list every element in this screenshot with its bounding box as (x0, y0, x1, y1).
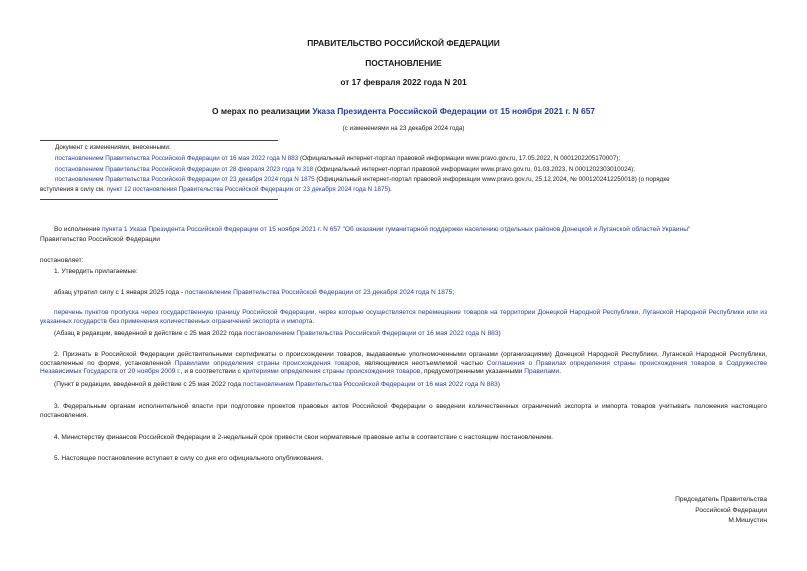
change-link[interactable]: постановлением Правительства Российской Федерации от 23 декабря 2024 года N 1875 (55, 176, 315, 183)
change-link[interactable]: постановлением Правительства Российской Федерации от 16 мая 2022 года N 883 (55, 155, 299, 162)
cis-agreement-link[interactable]: Соглашения о Правилах определения страны происхождения товаров в Содружестве Независимых Государств от 20 ноября 2009 г. (40, 359, 767, 376)
origin-criteria-link[interactable]: критериями определения страны происхождения товаров (242, 368, 421, 376)
change-item: постановлением Правительства Российской Федерации от 16 мая 2022 года N 883 (Официальный интернет-портал правовой информации www.pravo.gov.ru, 17.05.2022, N 0001202205170007); (55, 155, 621, 162)
amendment-link[interactable]: постановлением Правительства Российской Федерации от 16 мая 2022 года N 883 (243, 330, 499, 337)
decree-clause-link[interactable]: пункта 1 Указа Президента Российской Федерации от 15 ноября 2021 г. N 657 "Об оказании гуманитарной поддержки населению отдельных районов Донецкой и Луганской областей Украины" (101, 226, 691, 233)
document-type: ПОСТАНОВЛЕНИЕ (365, 58, 442, 68)
point-5: 5. Настоящее постановление вступает в силу со дня его официального опубликования. (54, 455, 324, 462)
checkpoints-list-link[interactable]: перечень пунктов пропуска через государственную границу Российской Федерации, через которые осуществляется перемещение товаров на территории Донецкой Народной Республики, Луганской Народной Республики или из указанных государств без применения количественных ограничений экспорта и импорта (40, 309, 767, 325)
signature-name: М.Мишустин (728, 517, 767, 524)
changes-divider-bottom (40, 199, 278, 200)
signature-country: Российской Федерации (695, 507, 767, 514)
document-date-number: от 17 февраля 2022 года N 201 (340, 77, 467, 87)
decree-link[interactable]: Указа Президента Российской Федерации от 15 ноября 2021 г. N 657 (312, 106, 596, 116)
point-3: 3. Федеральным органам исполнительной власти при подготовке проектов правовых актов Российской Федерации о введении количественных ограничений экспорта и импорта товаров учитывать положения настоящего постановления. (40, 403, 767, 419)
changes-divider-top (40, 140, 278, 141)
preamble-subject: Правительство Российской Федерации (40, 236, 160, 243)
point-1-amendment-note: (Абзац в редакции, введенной в действие с 25 мая 2022 года постановлением Правительства Российской Федерации от 16 мая 2022 года N 883) (54, 330, 501, 337)
origin-rules-link[interactable]: Правилами определения страны происхождения товаров (174, 359, 359, 367)
rules-link[interactable]: Правилами (524, 368, 560, 376)
change-link[interactable]: постановлением Правительства Российской Федерации от 28 февраля 2023 года N 318 (55, 166, 314, 173)
change-item: постановлением Правительства Российской Федерации от 23 декабря 2024 года N 1875 (Официальный интернет-портал правовой информации www.pravo.gov.ru, 25.12.2024, № 0001202412250018) (о порядке (55, 176, 670, 183)
point-1: 1. Утвердить прилагаемые: (54, 268, 138, 275)
point-1-paragraph-b: перечень пунктов пропуска через государственную границу Российской Федерации, через которые осуществляется перемещение товаров на территории Донецкой Народной Республики, Луганской Народной Республики или из указанных государств без применения количественных ограничений экспорта и импорта. (40, 309, 767, 325)
government-heading: ПРАВИТЕЛЬСТВО РОССИЙСКОЙ ФЕДЕРАЦИИ (307, 38, 500, 48)
changes-intro: Документ с изменениями, внесенными: (55, 144, 171, 151)
amendment-link[interactable]: постановлением Правительства Российской Федерации от 16 мая 2022 года N 883 (242, 381, 498, 388)
change-link[interactable]: пункт 12 постановления Правительства Российской Федерации от 23 декабря 2024 года N 1875 (106, 186, 388, 193)
resolves-label: постановляет: (40, 257, 84, 264)
preamble: Во исполнение пункта 1 Указа Президента Российской Федерации от 15 ноября 2021 г. N 657 "Об оказании гуманитарной поддержки населению отдельных районов Донецкой и Луганской областей Украины" (54, 226, 691, 233)
point-2-amendment-note: (Пункт в редакции, введенной в действие с 25 мая 2022 года постановлением Правительства Российской Федерации от 16 мая 2022 года N 883) (54, 381, 500, 388)
change-item-continuation: вступления в силу см. пункт 12 постановления Правительства Российской Федерации от 23 декабря 2024 года N 1875). (40, 186, 392, 193)
revision-note: (с изменениями на 23 декабря 2024 года) (342, 125, 465, 132)
point-2: 2. Признать в Российской Федерации действительными сертификаты о происхождении товаров, выдаваемые уполномоченными органами (организациями) Донецкой Народной Республики, Луганской Народной Республики, составленные по форме, установленной Правилами определения страны происхождения товаров, являющимися неотъемлемой частью Соглашения о Правилах определения страны происхождения товаров в Содружестве Независимых Государств от 20 ноября 2009 г., и в соответствии с критериями определения страны происхождения товаров, предусмотренными указанными Правилами. (40, 351, 767, 376)
signature-title: Председатель Правительства (675, 496, 767, 503)
point-1-paragraph-a: абзац утратил силу с 1 января 2025 года - постановление Правительства Российской Федерации от 23 декабря 2024 года N 1875; (54, 289, 455, 296)
point-4: 4. Министерству финансов Российской Федерации в 2-недельный срок привести свои нормативные правовые акты в соответствие с настоящим постановлением. (54, 434, 554, 441)
document-title (0, 106, 807, 116)
document-title-prefix: О мерах по реализации (211, 106, 313, 116)
change-item: постановлением Правительства Российской Федерации от 28 февраля 2023 года N 318 (Официальный интернет-портал правовой информации www.pravo.gov.ru, 01.03.2023, N 0001202303010024); (55, 166, 635, 173)
amendment-link[interactable]: постановление Правительства Российской Федерации от 23 декабря 2024 года N 1875 (185, 289, 453, 296)
